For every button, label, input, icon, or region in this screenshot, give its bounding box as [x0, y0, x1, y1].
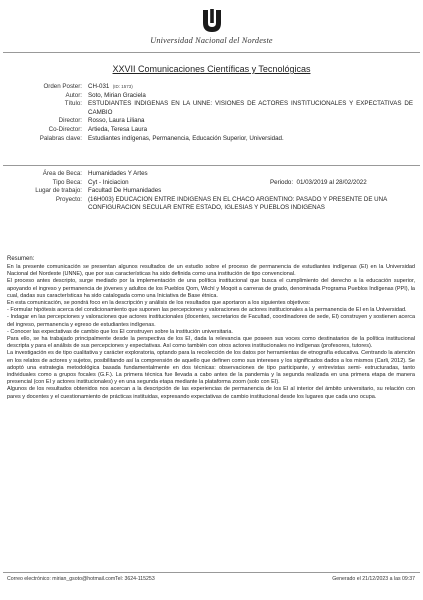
resumen-paragraph: La investigación es de tipo cualitativa y carácter exploratoria, optando para la recolección de los datos por herramientas de etnografía educativa. Centrando la atención en los relatos de actores y sujetos, posibilitando así la comprensión de aquello que definen como sus intereses y los significados dados a los mismos (Carli, 2012). Se adoptó una estrategia metodológica basada fundamentalmente en dos técnicas: observaciones de tipo participante, y entrevistas semi- estructuradas, tanto individuales como a grupos focales (G.F.). La primera técnica fue llevada a cabo antes de la pandemia y la segunda realizada en una primera etapa de manera presencial (con EI y actores institucionales) y en una segunda etapa mediante la plataforma zoom (solo con EI). [7, 350, 415, 386]
orden-value: CH-031 [88, 83, 110, 90]
row-orden [0, 83, 423, 92]
header-divider [3, 52, 420, 53]
footer-tel: Tel: 3624-115253 [115, 576, 155, 582]
id-value: (ID: 1573) [112, 84, 133, 89]
university-logo [0, 8, 423, 45]
resumen-paragraph: Algunos de los resultados obtenidos nos acercan a la descripción de las experiencias de permanencia de los EI al interior del ámbito universitario, su relación con pares y docentes y el cuestionamiento de prácticas instituidas, expresando expectativas de cambio institucional desde los lugares que cada uno ocupa. [7, 386, 415, 400]
row-area [0, 170, 423, 179]
section-divider [3, 165, 420, 166]
lugar-value: Facultad De Humanidades [88, 187, 162, 195]
poster-details [0, 83, 423, 143]
row-titulo [0, 100, 423, 117]
palabras-label: Palabras clave: [39, 134, 82, 142]
lugar-label: Lugar de trabajo: [35, 187, 82, 195]
resumen-bullet: - Conocer las expectativas de cambio que los EI construyen sobre la institución universitaria. [7, 328, 233, 335]
area-label: Área de Beca: [42, 170, 82, 177]
university-emblem-icon [200, 8, 224, 34]
resumen-paragraph: En la presente comunicación se presentan algunos resultados de un estudio sobre el proceso de permanencia de estudiantes indígenas (EI) en la Universidad Nacional del Nordeste (UNNE), que por sus características ha sido definida como una institución de tipo convencional. [7, 264, 415, 278]
director-label: Director: [58, 117, 82, 125]
resumen-label: Resumen: [7, 256, 35, 262]
director-value: Rosso, Laura Liliana [88, 117, 145, 125]
row-tipo [0, 179, 423, 188]
area-value: Humanidades Y Artes [88, 170, 148, 177]
titulo-value: ESTUDIANTES INDIGENAS EN LA UNNE: VISIONES DE ACTORES INSTITUCIONALES Y EXPECTATIVAS DE CAMBIO [88, 100, 413, 116]
row-codirector [0, 126, 423, 135]
resumen-bullet: - Formular hipótesis acerca del condicionamiento que suponen las percepciones y valoraciones de actores institucionales a la permanencia de EI en la Universidad. [7, 307, 407, 314]
orden-label: Orden Poster: [43, 83, 82, 90]
beca-details [0, 170, 423, 213]
autor-label: Autor: [65, 91, 82, 99]
resumen-body [7, 264, 415, 401]
proyecto-label: Proyecto: [55, 195, 82, 203]
event-title: XXVII Comunicaciones Científicas y Tecnológicas [112, 64, 311, 74]
resumen-paragraph: Para ello, se ha trabajado principalmente desde la perspectiva de los EI, dada la relevancia que poseen sus voces como destinatarios de la política institucional descripta y para el análisis de sus percepciones y expectativas. Así como también con otros actores institucionales no indígenas (profesores, tutores). [7, 336, 415, 350]
periodo-value: 01/03/2019 al 28/02/2022 [296, 178, 367, 186]
resumen-paragraph: El proceso antes descripto, surge mediado por la implementación de una política institucional que busca el cumplimiento del derecho a la educación superior, apoyando el ingreso y permanencia de jóvenes y adultos de los Pueblos Qom, Wichí y Moqoit a carreras de grado, denominada Programa Pueblos Indígenas (PPI), la cual, dadas sus características ha sido catalogada como una Iniciativa de Base étnica. [7, 278, 415, 299]
periodo-label: Periodo: [270, 178, 294, 186]
titulo-label: Título: [64, 100, 82, 108]
period-block [270, 179, 367, 188]
codirector-value: Artieda, Teresa Laura [88, 125, 148, 133]
row-palabras [0, 135, 423, 144]
row-proyecto [0, 196, 423, 213]
palabras-value: Estudiantes indígenas, Permanencia, Educación Superior, Universidad. [88, 134, 284, 142]
row-autor [0, 92, 423, 101]
row-lugar [0, 187, 423, 196]
autor-value: Soto, Mirian Graciela [88, 91, 146, 99]
codirector-label: Co-Director: [48, 125, 82, 133]
university-name: Universidad Nacional del Nordeste [150, 36, 273, 45]
resumen-paragraph: En esta comunicación, se pondrá foco en la descripción y análisis de los resultados que aportaron a los siguientes objetivos: [7, 300, 311, 307]
tipo-label: Tipo Beca: [52, 178, 82, 186]
footer-divider [3, 572, 420, 573]
footer-email: Correo electrónico: mirian_gsoto@hotmail.com [7, 576, 116, 582]
row-director [0, 117, 423, 126]
footer-generated: Generado el 21/12/2023 a las 09:37 [332, 576, 415, 582]
resumen-bullet: - Indagar en las percepciones y valoraciones que actores institucionales (docentes, secretarios de Facultad, coordinadores de sede, EI) construyen y sostienen acerca del ingreso, permanencia y egreso de estudiantes indígenas. [7, 314, 415, 328]
proyecto-value: (16H003) EDUCACION ENTRE INDIGENAS EN EL CHACO ARGENTINO: PASADO Y PRESENTE DE UNA CONFIGURACION SECULAR ENTRE ESTADO, IGLESIAS Y PUEBLOS INDIGENAS [88, 195, 387, 212]
tipo-value: Cyt - Iniciacion [88, 178, 129, 186]
